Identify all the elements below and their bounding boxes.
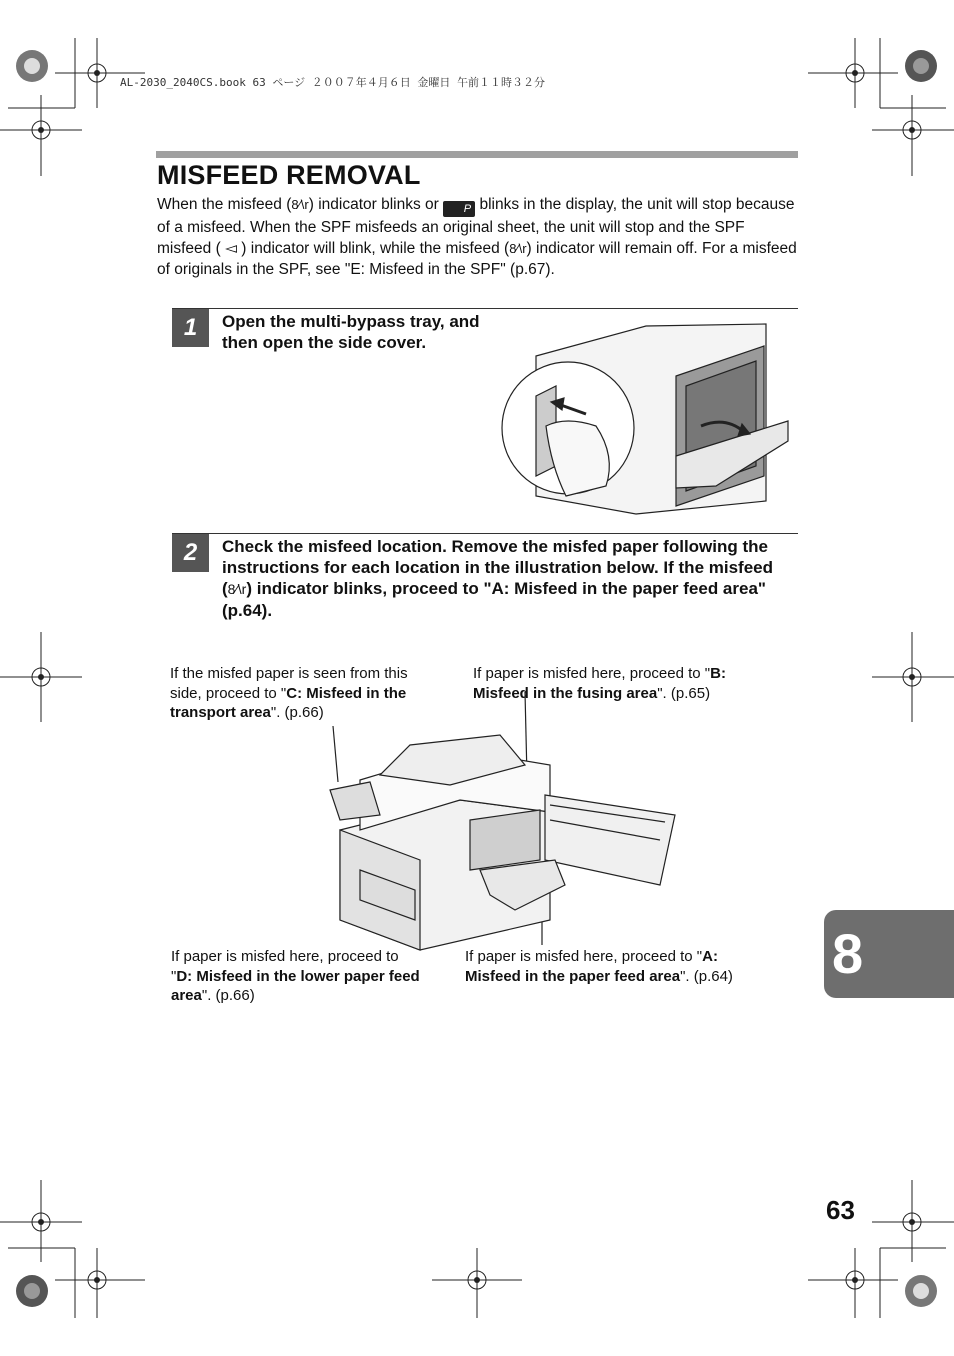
callout-c-post: ". (p.66) [270,704,324,721]
intro-text-4: ) indicator will blink, while the misfeed ( [236,240,510,257]
misfeed-indicator-icon: 8⁄\r [291,197,309,212]
page-title: MISFEED REMOVAL [157,160,421,190]
step-2-number: 2 [172,534,209,572]
callout-a-pre: If paper is misfed here, proceed to " [465,948,703,965]
callout-c-bold: C: Misfeed in the transport area [170,684,407,721]
spf-misfeed-icon: ◅ [225,240,237,257]
callout-d-pre: If paper is misfed here, proceed to " [171,948,399,985]
intro-text-1: When the misfeed ( [157,196,292,213]
callout-a-bold: A: Misfeed in the paper feed area [465,948,718,985]
intro-paragraph [157,194,797,280]
callout-b-post: ". (p.65) [657,684,711,702]
step-1-text: Open the multi-bypass tray, and then open the side cover. [222,312,480,352]
callout-c-pre: If the misfed paper is seen from this side, proceed to " [170,665,408,702]
step-2-text-before: Check the misfeed location. Remove the misfed paper following the instructions for each location in the illustration below. If the misfeed ( [222,537,773,598]
step-2-text-after: ) indicator blinks, proceed to "A: Misfeed in the paper feed area" (p.64). [222,579,766,620]
page-number: 63 [826,1195,855,1225]
misfeed-indicator-icon-2: 8⁄\r [509,241,527,256]
callout-a-post: ". (p.64) [680,967,733,985]
side-cover-illustration [496,316,796,516]
intro-text-5: ) indicator will remain off. For a misfeed of originals in the SPF, see "E: Misfeed in the SPF" (p.67). [157,240,797,278]
callout-b-bold: B: Misfeed in the fusing area [473,665,726,702]
intro-text-2: ) indicator blinks or [308,196,444,213]
title-bar [156,151,798,158]
step-1-number: 1 [172,309,209,347]
display-p-icon: P [443,201,475,217]
callout-d-post: ". (p.66) [201,987,255,1004]
file-header: AL-2030_2040CS.book 63 ページ ２００７年４月６日 金曜日 午前１１時３２分 [120,76,545,89]
copier-illustration [300,720,700,960]
callout-b-pre: If paper is misfed here, proceed to " [473,665,711,682]
step-1-rule [172,308,798,309]
misfeed-indicator-icon-3: 8⁄\r [227,581,247,597]
intro-text-3: blinks in the display, the unit will stop because of a misfeed. When the SPF misfeeds an original sheet, the unit will stop and the SPF misfeed ( [157,196,795,257]
callout-d-bold: D: Misfeed in the lower paper feed area [171,967,420,1004]
step-2-text [222,536,794,621]
callout-fusing-area [473,664,773,703]
step-2-rule [172,533,798,534]
callout-transport-area [170,664,430,723]
chapter-tab: 8 [824,910,954,998]
